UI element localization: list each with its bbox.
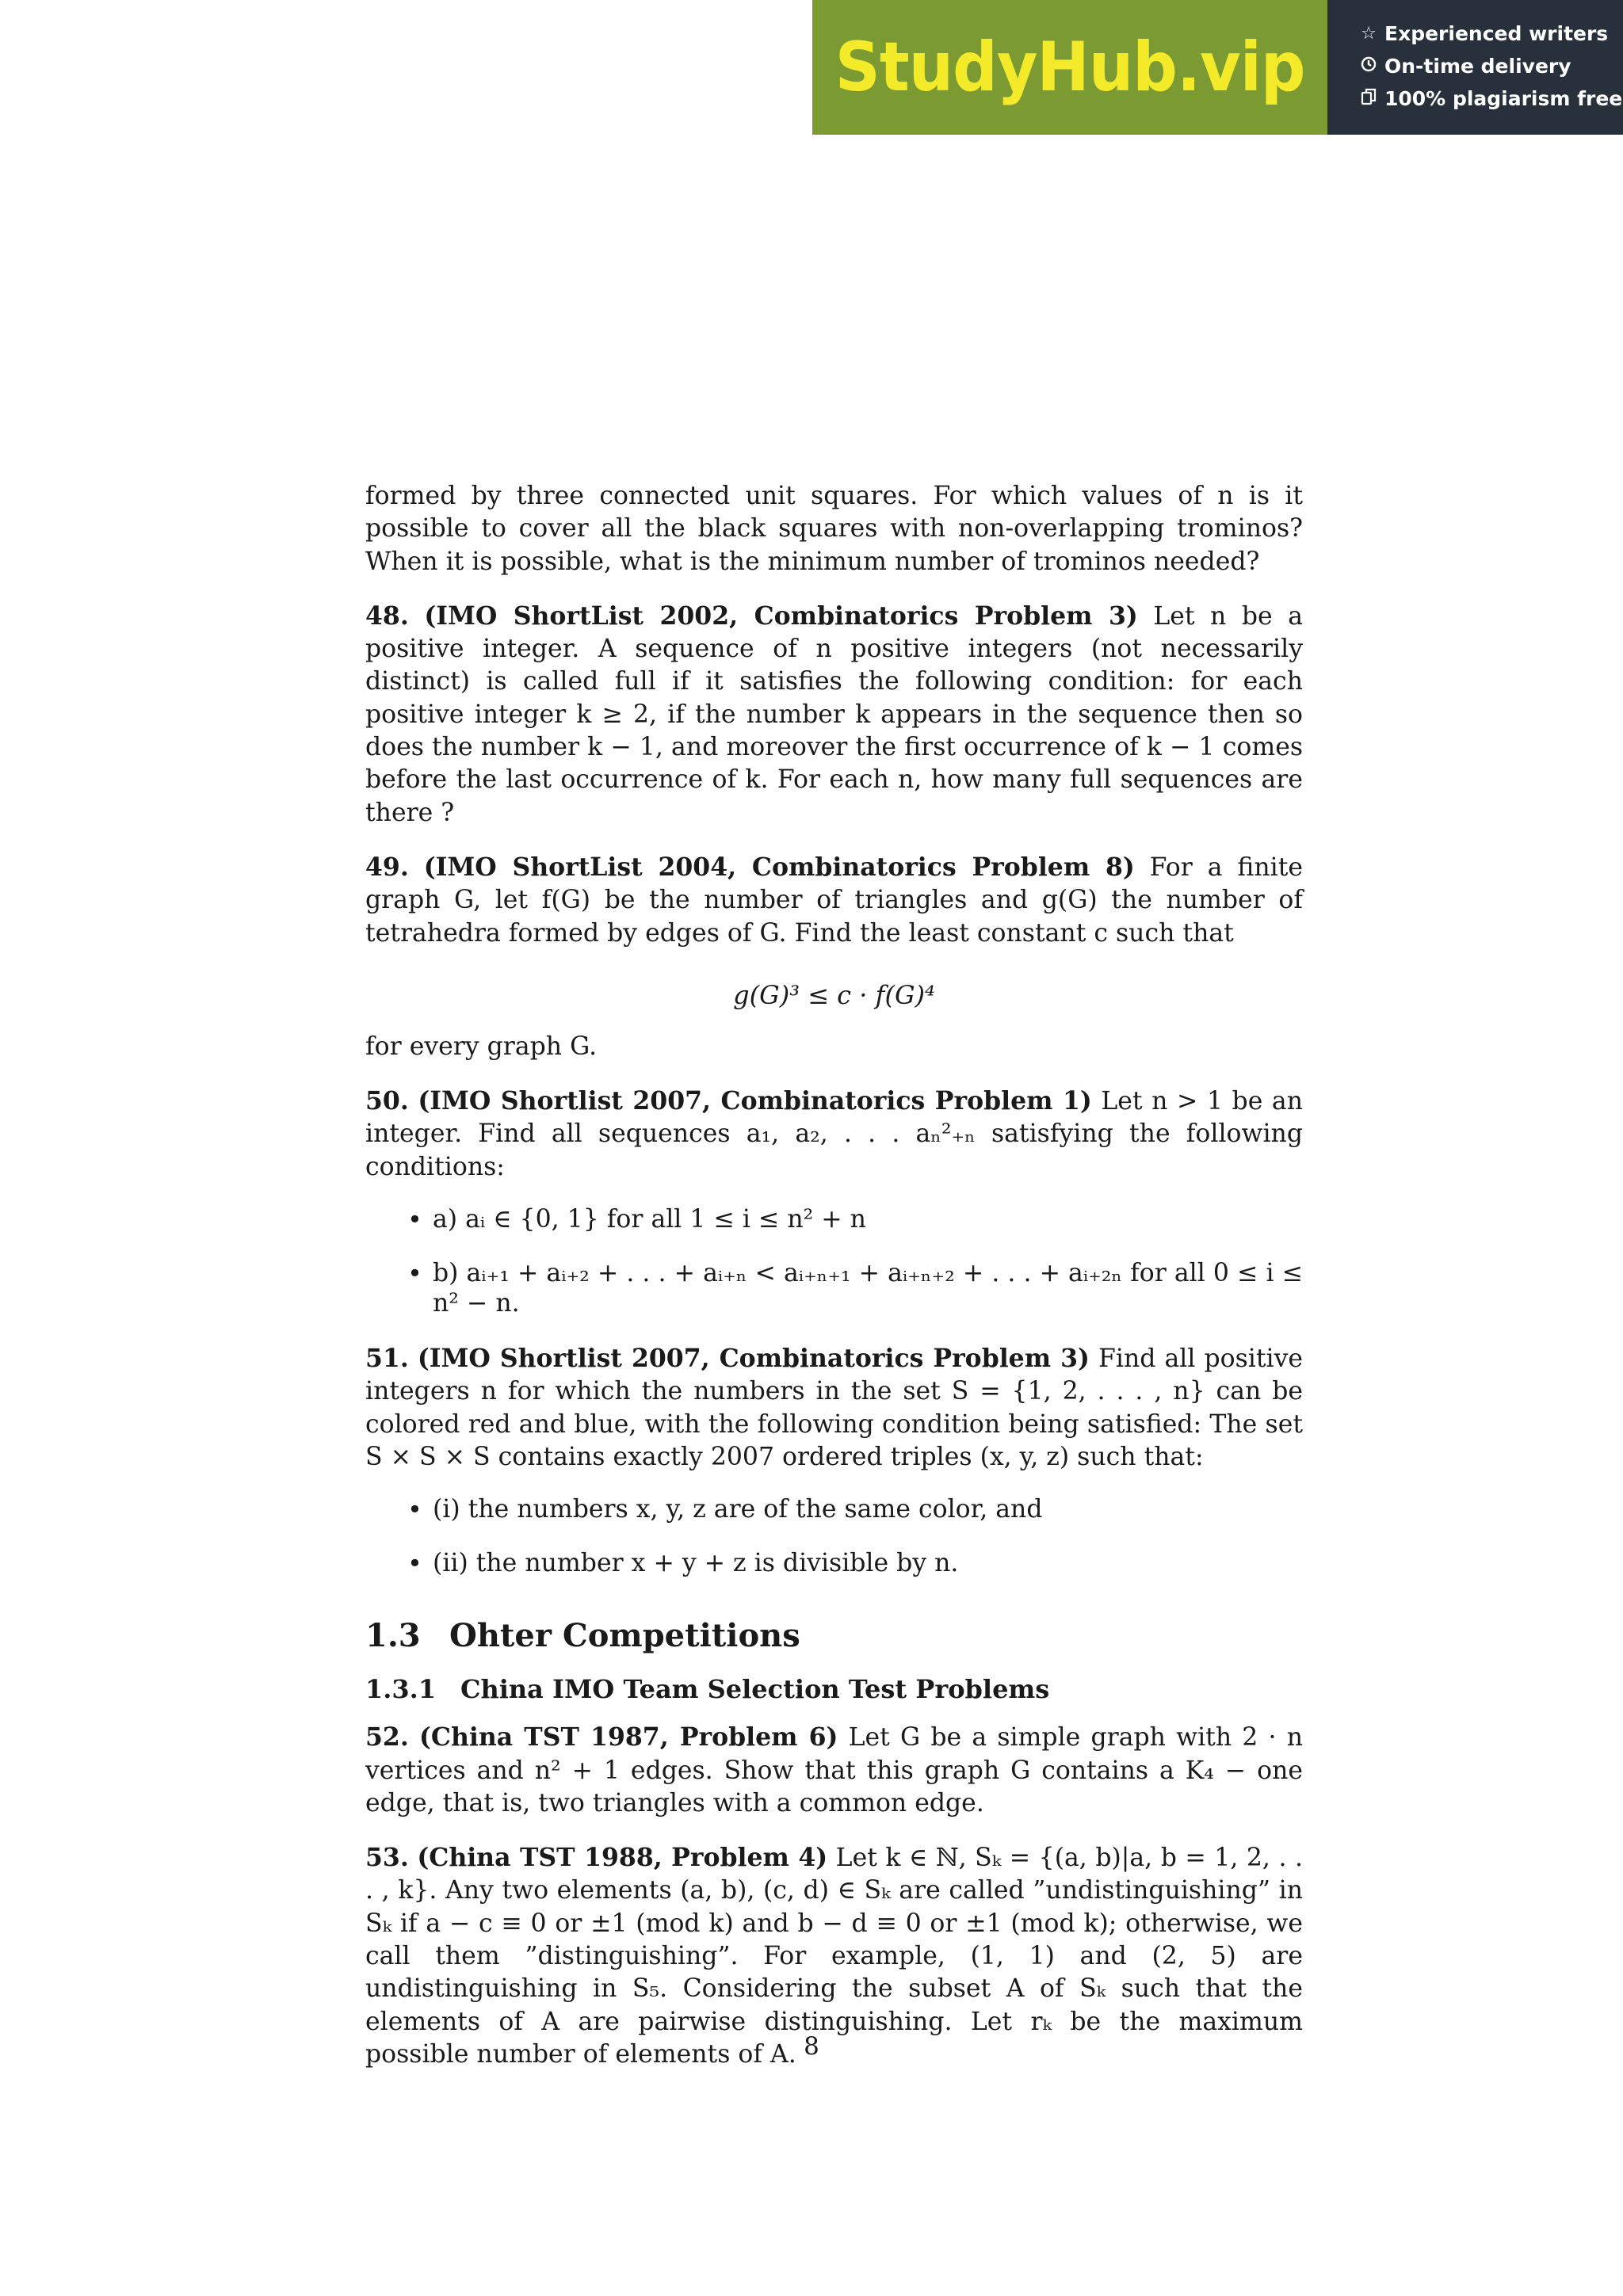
feature-row: [1359, 17, 1623, 50]
subsection-title: China IMO Team Selection Test Problems: [460, 1674, 1050, 1705]
problem-number: 52.: [365, 1722, 409, 1753]
condition-list: [365, 1204, 1303, 1318]
copy-icon: [1359, 88, 1378, 110]
problem-number: 53.: [365, 1843, 409, 1873]
problem-number: 48.: [365, 601, 409, 631]
problem-text: Let n be a positive integer. A sequence of n positive integers (not necessarily distinct) is called full if it satisfies the following condition: for each positive integer k ≥ 2, if the number k appears in the sequence then so does the number k − 1, and moreover the first occurrence of k − 1 comes before the last occurrence of k. For each n, how many full sequences are there ?: [365, 601, 1303, 827]
problem-source: (IMO ShortList 2004, Combinatorics Problem 8): [423, 852, 1135, 882]
page-number: 8: [804, 2032, 819, 2061]
problem-source: (China TST 1988, Problem 4): [417, 1843, 828, 1873]
problem-text: Let n > 1 be an integer. Find all sequences a₁, a₂, . . . aₙ²₊ₙ satisfying the following conditions:: [365, 1087, 1303, 1181]
problem-number: 51.: [365, 1344, 409, 1374]
star-icon: ☆: [1361, 24, 1377, 44]
problem-52: [365, 1721, 1303, 1820]
feature-text: 100% plagiarism free: [1384, 87, 1623, 110]
banner-features: [1327, 0, 1623, 135]
problem-number: 49.: [365, 852, 409, 882]
problem-source: (IMO Shortlist 2007, Combinatorics Problem 1): [418, 1086, 1092, 1116]
section-title: Ohter Competitions: [449, 1617, 800, 1655]
problem-49-continuation: for every graph G.: [365, 1032, 598, 1061]
problem-50: [365, 1085, 1303, 1184]
list-item: • a) aᵢ ∈ {0, 1} for all 1 ≤ i ≤ n² + n: [365, 1204, 1303, 1234]
problem-text: Let G be a simple graph with 2 · n vertices and n² + 1 edges. Show that this graph G contains a K₄ − one edge, that is, two triangles with a common edge.: [365, 1723, 1303, 1817]
list-item: • (i) the numbers x, y, z are of the same color, and: [365, 1494, 1303, 1524]
display-formula: g(G)³ ≤ c · f(G)⁴: [733, 979, 935, 1010]
logo-text: StudyHub.vip: [834, 28, 1305, 107]
feature-row: [1359, 50, 1623, 82]
problem-source: (IMO Shortlist 2007, Combinatorics Problem 3): [417, 1344, 1090, 1374]
studyhub-logo[interactable]: [812, 0, 1327, 135]
list-item: • (ii) the number x + y + z is divisible by n.: [365, 1548, 1303, 1578]
clock-icon: [1359, 56, 1378, 77]
condition-list: [365, 1494, 1303, 1578]
problem-source: (China TST 1987, Problem 6): [419, 1722, 838, 1753]
feature-text: On-time delivery: [1384, 55, 1571, 78]
problem-49: [365, 851, 1303, 950]
document-page: [365, 480, 1303, 2071]
problem-text: Find all positive integers n for which the numbers in the set S = {1, 2, . . . , n} can be colored red and blue, with the following condition being satisfied: The set S × S × S contains exactly 2007 ordered triples (x, y, z) such that:: [365, 1344, 1304, 1471]
studyhub-banner[interactable]: [812, 0, 1623, 135]
section-number: 1.3: [365, 1617, 421, 1655]
list-item: • b) aᵢ₊₁ + aᵢ₊₂ + . . . + aᵢ₊ₙ < aᵢ₊ₙ₊₁ + aᵢ₊ₙ₊₂ + . . . + aᵢ₊₂ₙ for all 0 ≤ i ≤ n² − n.: [365, 1258, 1303, 1318]
problem-text: Let k ∈ ℕ, Sₖ = {(a, b)|a, b = 1, 2, . . . , k}. Any two elements (a, b), (c, d) ∈ Sₖ are called ”undistinguishing” in Sₖ if a − c ≡ 0 or ±1 (mod k) and b − d ≡ 0 or ±1 (mod k); otherwise, we call them ”distinguishing”. For example, (1, 1) and (2, 5) are undistinguishing in S₅. Considering the subset A of Sₖ such that the elements of A are pairwise distinguishing. Let rₖ be the maximum possible number of elements of A.: [365, 1844, 1303, 2069]
problem-source: (IMO ShortList 2002, Combinatorics Problem 3): [424, 601, 1138, 631]
problem-48: [365, 600, 1303, 830]
intro-paragraph: formed by three connected unit squares. For which values of n is it possible to cover all the black squares with non-overlapping trominos? When it is possible, what is the minimum number of trominos needed?: [365, 482, 1303, 576]
feature-row: [1359, 82, 1623, 115]
section-heading: [365, 1616, 1303, 1656]
problem-51: [365, 1342, 1303, 1474]
subsection-heading: [365, 1673, 1303, 1705]
problem-number: 50.: [365, 1086, 409, 1116]
subsection-number: 1.3.1: [365, 1674, 437, 1705]
problem-text: For a finite graph G, let f(G) be the number of triangles and g(G) the number of tetrahedra formed by edges of G. Find the least constant c such that: [365, 852, 1304, 948]
feature-text: Experienced writers: [1384, 22, 1609, 45]
